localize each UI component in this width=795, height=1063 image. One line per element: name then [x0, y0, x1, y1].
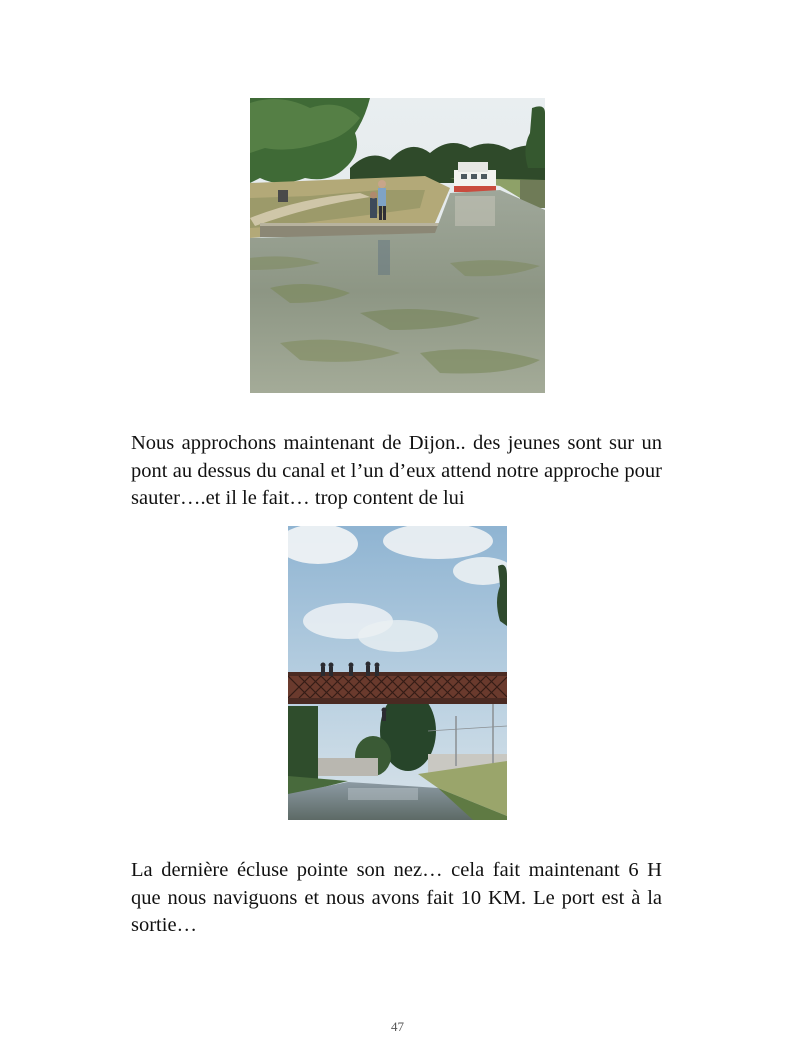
page-number: 47 [391, 1019, 404, 1034]
paragraph-last-lock: La dernière écluse pointe son nez… cela fait maintenant 6 H que nous naviguons et nous avons fait 10 KM. Le port est à la sortie… [131, 859, 662, 936]
footbridge-photo [288, 526, 507, 820]
paragraph-dijon-bridge: Nous approchons maintenant de Dijon.. des jeunes sont sur un pont au dessus du canal et l’un d’eux attend notre approche pour sauter….et il le fait… trop content de lui [131, 432, 662, 509]
canal-lock-photo [250, 98, 545, 393]
